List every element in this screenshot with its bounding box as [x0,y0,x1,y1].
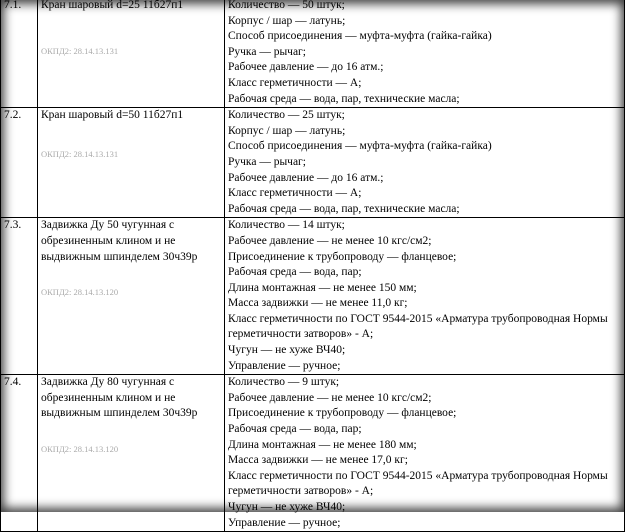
item-number: 7.1. [1,0,38,108]
spec-line: Количество — 9 штук; [228,376,340,389]
spec-line: Способ присоединения — муфта-муфта (гайка-гайка) [228,30,492,43]
spec-line: Длина монтажная — не менее 180 мм; [228,438,417,451]
item-name-cell [38,375,225,532]
table-row [1,218,625,375]
spec-line: Рабочее давление — до 16 атм.; [228,171,384,184]
spec-line: Присоединение к трубопроводу — фланцевое; [228,250,457,263]
item-specs [225,375,625,532]
spec-line: Рабочая среда — вода, пар; [228,423,362,436]
specification-table-body [1,0,625,532]
spec-line: Количество — 14 штук; [228,219,345,232]
spec-line: Рабочая среда — вода, пар, технические масла; [228,92,460,105]
okpd-code: ОКПД2: 28.14.13.120 [41,444,119,455]
spec-line: Масса задвижки — не менее 11,0 кг; [228,297,408,310]
item-name-cell [38,0,225,108]
spec-line: Чугун — не хуже ВЧ40; [228,501,346,513]
spec-line: Управление — ручное; [228,516,341,529]
spec-line: Количество — 50 штук; [228,0,345,11]
item-name: Задвижка Ду 50 чугунная с обрезиненным клином и не выдвижным шпинделем 30ч39р [41,219,198,263]
spec-line: Корпус / шар — латунь; [228,14,346,27]
spec-line: Рабочее давление — до 16 атм.; [228,61,384,74]
spec-line: Класс герметичности по ГОСТ 9544-2015 «Арматура трубопроводная Нормы герметичности затворов» - А; [228,469,608,498]
item-name: Кран шаровый d=50 11б27п1 [41,109,184,122]
spec-line: Управление — ручное; [228,359,341,372]
spec-line: Ручка — рычаг; [228,45,306,58]
okpd-code: ОКПД2: 28.14.13.120 [41,287,119,298]
spec-line: Масса задвижки — не менее 17,0 кг; [228,454,408,467]
table-row [1,375,625,532]
spec-line: Присоединение к трубопроводу — фланцевое; [228,407,457,420]
okpd-code: ОКПД2: 28.14.13.131 [41,148,119,159]
item-name-cell [38,108,225,218]
spec-line: Рабочая среда — вода, пар, технические масла; [228,202,460,215]
spec-line: Рабочее давление — не менее 10 кгс/см2; [228,391,432,404]
item-specs [225,0,625,108]
spec-line: Способ присоединения — муфта-муфта (гайка-гайка) [228,140,492,153]
spec-line: Класс герметичности — А; [228,76,362,89]
item-number: 7.4. [1,375,38,532]
spec-line: Рабочее давление — не менее 10 кгс/см2; [228,234,432,247]
item-name: Задвижка Ду 80 чугунная с обрезиненным клином и не выдвижным шпинделем 30ч39р [41,376,198,420]
spec-line: Рабочая среда — вода, пар; [228,266,362,279]
okpd-code: ОКПД2: 28.14.13.131 [41,45,119,56]
spec-line: Класс герметичности — А; [228,187,362,200]
item-specs [225,108,625,218]
spec-line: Класс герметичности по ГОСТ 9544-2015 «Арматура трубопроводная Нормы герметичности затворов» - А; [228,312,608,341]
item-name: Кран шаровый d=25 11б27п1 [41,0,184,11]
spec-line: Длина монтажная — не менее 150 мм; [228,281,417,294]
spec-line: Корпус / шар — латунь; [228,124,346,137]
table-row [1,108,625,218]
spec-line: Ручка — рычаг; [228,155,306,168]
table-row [1,0,625,108]
item-specs [225,218,625,375]
spec-line: Чугун — не хуже ВЧ40; [228,344,346,357]
item-number: 7.2. [1,108,38,218]
item-name-cell [38,218,225,375]
spec-line: Количество — 25 штук; [228,109,345,122]
item-number: 7.3. [1,218,38,375]
